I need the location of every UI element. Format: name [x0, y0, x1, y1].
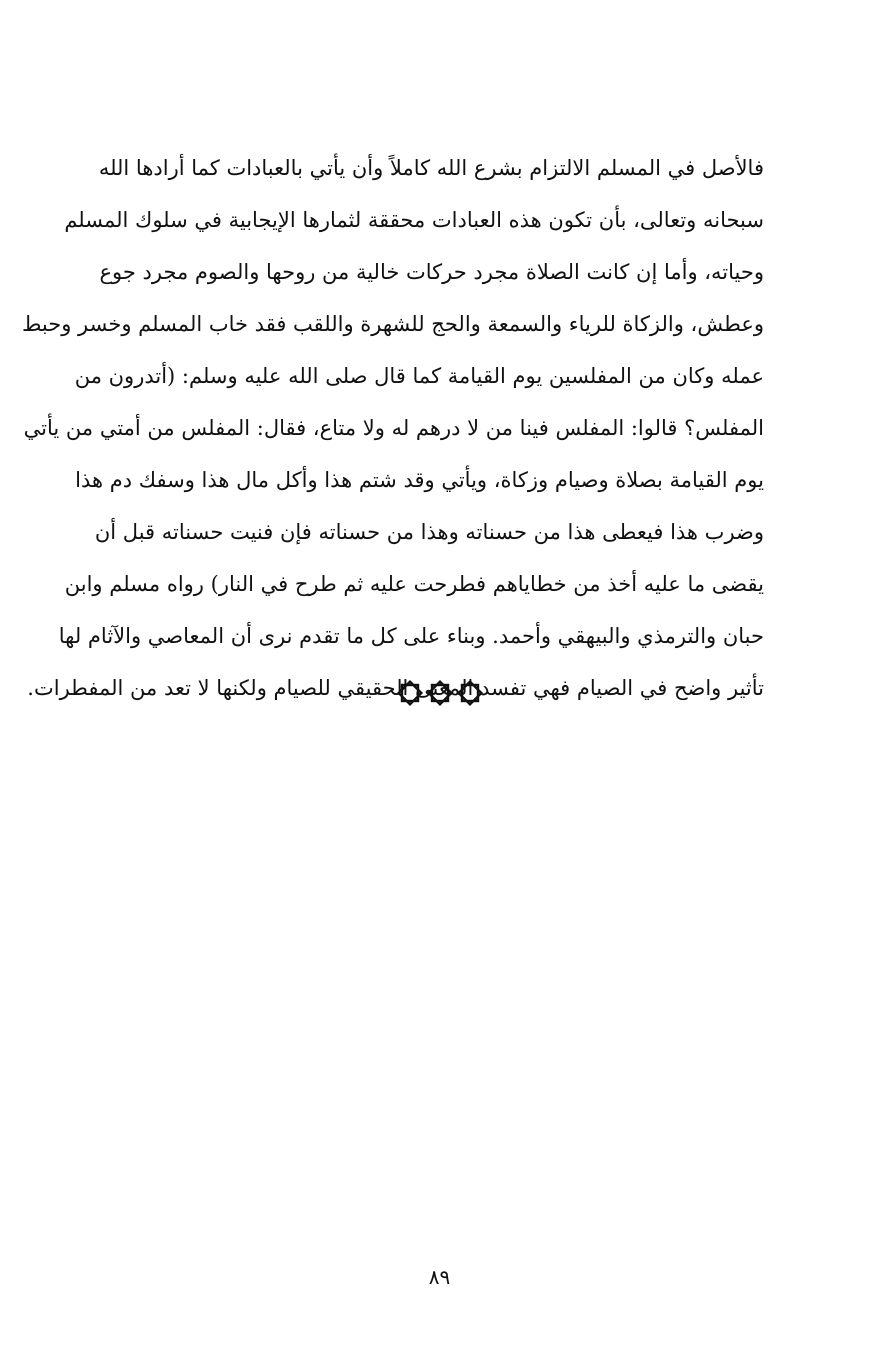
- page-number: ٨٩: [428, 1265, 451, 1289]
- eight-point-star-icon: [426, 679, 454, 707]
- text-line-3: وحياته، وأما إن كانت الصلاة مجرد حركات خالية من روحها والصوم مجرد جوع: [99, 260, 764, 284]
- eight-point-star-icon: [396, 679, 424, 707]
- text-line-1: فالأصل في المسلم الالتزام بشرع الله كاملاً وأن يأتي بالعبادات كما أرادها الله: [98, 156, 764, 180]
- text-line-5: عمله وكان من المفلسين يوم القيامة كما قال صلى الله عليه وسلم: (أتدرون من: [74, 364, 764, 388]
- text-line-11: تأثير واضح في الصيام فهي تفسد المعنى الحقيقي للصيام ولكنها لا تعد من المفطرات.: [27, 676, 764, 700]
- body-text: [21, 142, 764, 714]
- text-line-8: وضرب هذا فيعطى هذا من حسناته وهذا من حسناته فإن فنيت حسناته قبل أن: [94, 520, 764, 544]
- text-line-2: سبحانه وتعالى، بأن تكون هذه العبادات محققة لثمارها الإيجابية في سلوك المسلم: [64, 208, 764, 232]
- eight-point-star-icon: [426, 679, 454, 711]
- text-line-9: يقضى ما عليه أخذ من خطاياهم فطرحت عليه ثم طرح في النار) رواه مسلم وابن: [64, 572, 764, 596]
- section-ornament: [0, 678, 879, 712]
- eight-point-star-icon: [456, 679, 484, 711]
- eight-point-star-icon: [456, 679, 484, 707]
- text-line-7: يوم القيامة بصلاة وصيام وزكاة، ويأتي وقد شتم هذا وأكل مال هذا وسفك دم هذا: [75, 468, 764, 492]
- text-line-4: وعطش، والزكاة للرياء والسمعة والحج للشهرة واللقب فقد خاب المسلم وخسر وحبط: [21, 312, 764, 336]
- eight-point-star-icon: [396, 679, 424, 711]
- text-line-10: حبان والترمذي والبيهقي وأحمد. وبناء على كل ما تقدم نرى أن المعاصي والآثام لها: [58, 624, 764, 648]
- text-line-6: المفلس؟ قالوا: المفلس فينا من لا درهم له ولا متاع، فقال: المفلس من أمتي من يأتي: [23, 416, 764, 440]
